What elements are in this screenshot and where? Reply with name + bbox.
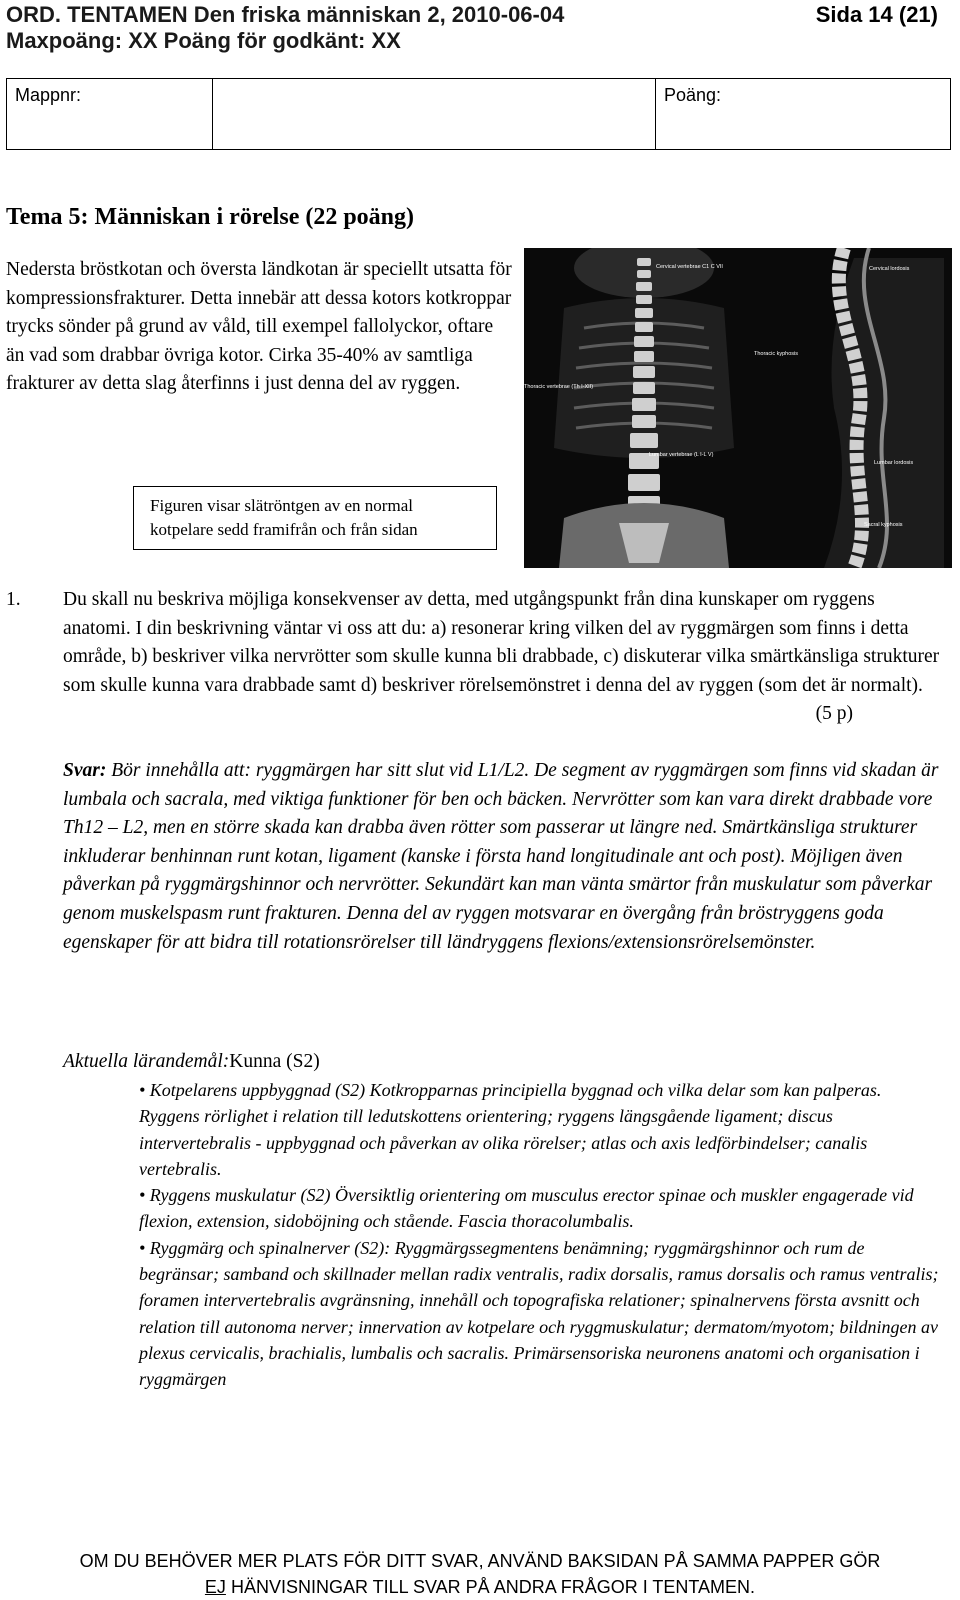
answer-label: Svar: <box>63 760 107 781</box>
xray-label-cervical-lordosis: Cervical lordosis <box>869 266 910 272</box>
page-number: Sida 14 (21) <box>815 2 938 27</box>
learning-goal-item: • Kotpelarens uppbyggnad (S2) Kotkropparnas principiella byggnad och vilka delar som kan palperas. Ryggens rörlighet i relation till ledutskottens orientering; ryggens längsgående ligament; discus intervertebralis - uppbyggnad och påverkan av olika rörelser; atlas och axis ledförbindelser; canalis vertebralis. <box>139 1080 882 1179</box>
learning-goals-heading <box>63 1048 320 1076</box>
question-text: Du skall nu beskriva möjliga konsekvenser av detta, med utgångspunkt från dina kunskaper om ryggens anatomi. I din beskrivning väntar vi oss att du: a) resonerar kring vilken del av ryggmärgen som finns i detta område, b) beskriver vilka nervrötter som skulle kunna bli drabbade, c) diskuterar vilka smärtkänsliga strukturer som skulle kunna vara drabbade samt d) beskriver rörelsemönstret i denna del av ryggen (som det är normalt). <box>63 589 940 696</box>
mappnr-label: Mappnr: <box>15 85 82 105</box>
learning-goals-level: Kunna (S2) <box>229 1051 320 1072</box>
figure-caption: Figuren visar slätröntgen av en normal kotpelare sedd framifrån och från sidan <box>133 486 497 550</box>
exam-title: ORD. TENTAMEN Den friska människan 2, 2010-06-04 <box>6 2 565 27</box>
exam-points-info: Maxpoäng: XX Poäng för godkänt: XX <box>6 28 401 53</box>
poang-label: Poäng: <box>664 85 722 105</box>
score-boxes <box>6 78 951 150</box>
section-heading: Tema 5: Människan i rörelse (22 poäng) <box>6 204 415 230</box>
poang-box[interactable] <box>656 79 951 150</box>
xray-label-thoracic-vertebrae: Thoracic vertebrae (Th I-XII) <box>524 384 594 390</box>
answer-text: Bör innehålla att: ryggmärgen har sitt slut vid L1/L2. De segment av ryggmärgen som finns vid skadan är lumbala och sacrala, med viktiga funktioner för ben och bäcken. Nervrötter som kan vara direkt drabbade vore Th12 – L2, men en större skada kan drabba även rötter som passerar ut längre ned. Smärtkänsliga strukturer inkluderar benhinnan runt kotan, ligament (kanske i första hand longitudinale ant och post). Möjligen även påverkan på ryggmärgshinnor och nervrötter. Sekundärt kan man vänta smärtor från muskulatur som påverkar genom muskelspasm runt frakturen. Denna del av ryggen motsvarar en övergång från bröstryggens goda egenskaper för att bidra till rotationsrörelser till ländryggens flexions/extensionsrörelsemönster. <box>63 760 939 953</box>
xray-label-lumbar-vertebrae: Lumbar vertebrae (L I-L V) <box>649 452 714 458</box>
learning-goal-item: • Ryggens muskulatur (S2) Översiktlig orientering om musculus erector spinae och muskler engagerade vid flexion, extension, sidoböjning och stående. Fascia thoracolumbalis. <box>139 1185 914 1232</box>
lateral-xray <box>824 248 944 568</box>
spine-xray-image <box>524 248 952 568</box>
xray-label-sacral-kyphosis: Sacral kyphosis <box>864 522 903 528</box>
answer-block <box>63 757 948 957</box>
footer-line-2: HÄNVISNINGAR TILL SVAR PÅ ANDRA FRÅGOR I TENTAMEN. <box>225 1577 756 1597</box>
mappnr-box[interactable] <box>7 79 213 150</box>
learning-goals-list <box>139 1077 939 1393</box>
footer-line-1: OM DU BEHÖVER MER PLATS FÖR DITT SVAR, ANVÄND BAKSIDAN PÅ SAMMA PAPPER GÖR <box>79 1551 881 1571</box>
question-points: (5 p) <box>815 703 853 725</box>
learning-goals-label: Aktuella lärandemål: <box>63 1051 230 1072</box>
xray-label-thoracic-kyphosis: Thoracic kyphosis <box>754 351 799 357</box>
blank-box <box>212 79 655 150</box>
learning-goal-item: • Ryggmärg och spinalnerver (S2): Ryggmärgssegmentens benämning; ryggmärgshinnor och rum de begränsar; samband och skillnader mellan radix ventralis, radix dorsalis, ramus dorsalis och ramus ventralis; foramen intervertebralis avgränsning, innehåll och topografiska relationer; spinalnervens första avsnitt och relation till autonoma nerver; innervation av kotpelare och ryggmuskulatur; dermatom/myotom; bildningen av plexus cervicalis, brachialis, lumbalis och sacralis. Primärsensoriska neuronens anatomi och organisation i ryggmärgen <box>139 1237 939 1390</box>
question-1 <box>6 586 951 729</box>
xray-label-lumbar-lordosis: Lumbar lordosis <box>874 460 914 466</box>
xray-label-cervical-vertebrae: Cervical vertebrae C1 C VII <box>656 264 723 270</box>
intro-paragraph: Nedersta bröstkotan och översta ländkotan är speciellt utsatta för kompressionsfrakturer. Detta innebär att dessa kotors kotkroppar trycks sönder på grund av våld, till exempel fallolyckor, oftare än vad som drabbar övriga kotor. Cirka 35-40% av samtliga frakturer av detta slag återfinns i just denna del av ryggen. <box>6 259 512 395</box>
question-number: 1. <box>6 589 21 610</box>
page-footer <box>0 1548 960 1600</box>
footer-underlined: EJ <box>204 1577 226 1597</box>
